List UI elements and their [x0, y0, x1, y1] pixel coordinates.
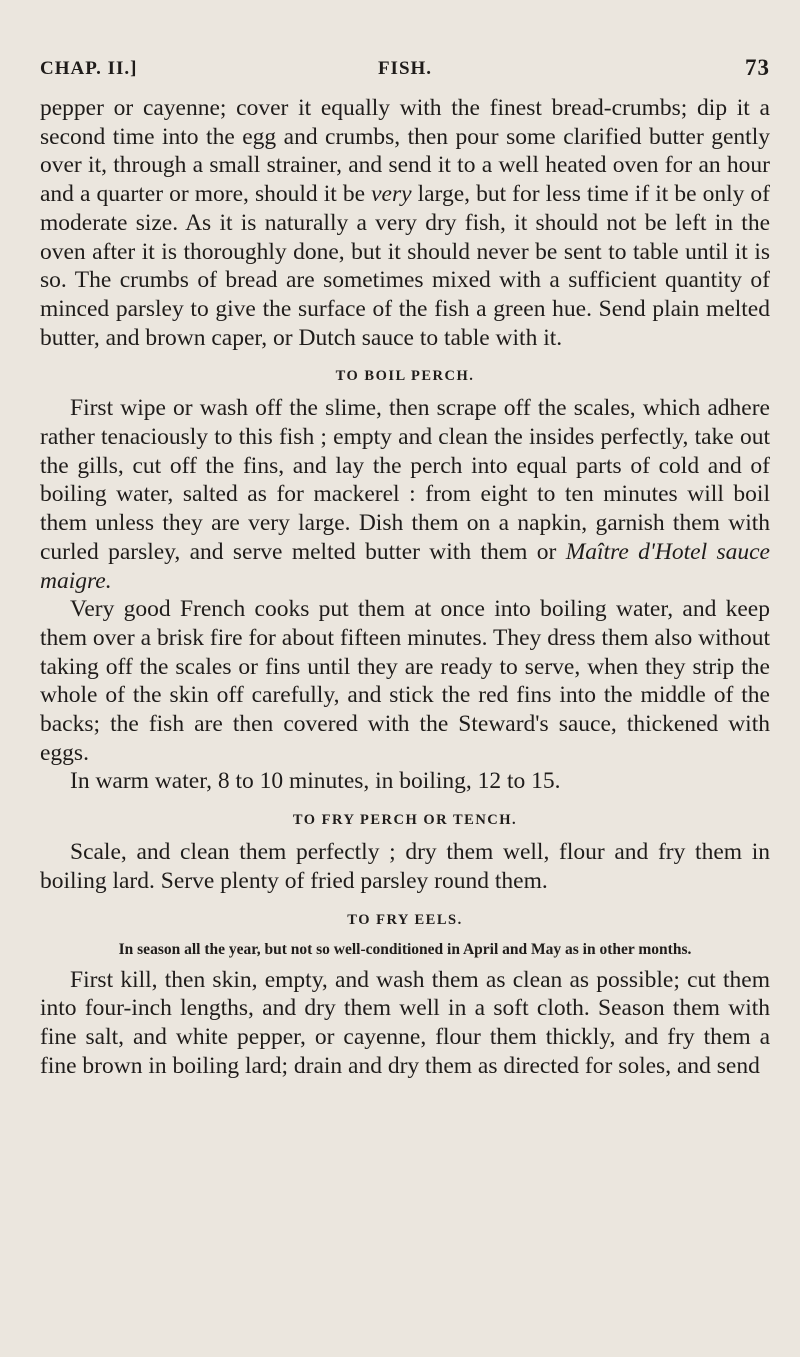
season-note: In season all the year, but not so well-conditioned in April and May as in other months. — [118, 940, 692, 958]
paragraph-5: Scale, and clean them perfectly ; dry them well, flour and fry them in boiling lard. Serve plenty of fried parsley round them. — [40, 839, 770, 894]
paragraph-4: In warm water, 8 to 10 minutes, in boiling, 12 to 15. — [70, 768, 561, 795]
heading-fry-perch: TO FRY PERCH OR TENCH. — [292, 812, 518, 829]
paragraph-1 — [40, 94, 770, 352]
paragraph-6: First kill, then skin, empty, and wash them as clean as possible; cut them into four-inch lengths, and dry them well in a soft cloth. Season them with fine salt, and white pepper, or cayenne, flour them thickly, and fry them a fine brown in boiling lard; drain and dry them as directed for soles, and send — [40, 966, 770, 1079]
emphasis-sauce-name: Maître d'Hotel sauce maigre. — [40, 538, 770, 594]
section-title: FISH. — [377, 58, 433, 79]
paragraph-1-text-a: pepper or cayenne; cover it equally with the finest bread-crumbs; dip it a second time into the egg and crumbs, then pour some clarified butter gently over it, through a small strainer, and send it to a well heated oven for an hour and a quarter or more, should it be — [40, 95, 770, 208]
page-number: 73 — [745, 55, 770, 80]
body-text — [40, 94, 770, 1080]
paragraph-3: Very good French cooks put them at once into boiling water, and keep them over a brisk fire for about fifteen minutes. They dress them also without taking off the scales or fins until they are ready to serve, when they strip the whole of the skin off carefully, and stick the red fins into the middle of the backs; the fish are then covered with the Steward's sauce, thickened with eggs. — [40, 596, 770, 766]
heading-boil-perch: TO BOIL PERCH. — [335, 368, 475, 385]
heading-fry-eels: TO FRY EELS. — [347, 911, 463, 928]
paragraph-2-text: First wipe or wash off the slime, then scrape off the scales, which adhere rather tenaciously to this fish ; empty and clean the insides perfectly, take out the gills, cut off the fins, and lay the perch into equal parts of cold and of boiling water, salted as for mackerel : from eight to ten minutes will boil them unless they are very large. Dish them on a napkin, garnish them with curled parsley, and serve melted butter with them or — [40, 395, 770, 565]
chapter-label: CHAP. II.] — [40, 58, 138, 79]
running-head — [40, 55, 770, 88]
emphasis-very: very — [371, 181, 412, 208]
paragraph-1-text-b: large, but for less time if it be only of moderate size. As it is naturally a very dry fish, it should not be left in the oven after it is thoroughly done, but it should never be sent to table until it is so. The crumbs of bread are sometimes mixed with a sufficient quantity of minced parsley to give the surface of the fish a green hue. Send plain melted butter, and brown caper, or Dutch sauce to table with it. — [40, 181, 771, 351]
paragraph-2 — [40, 394, 770, 595]
